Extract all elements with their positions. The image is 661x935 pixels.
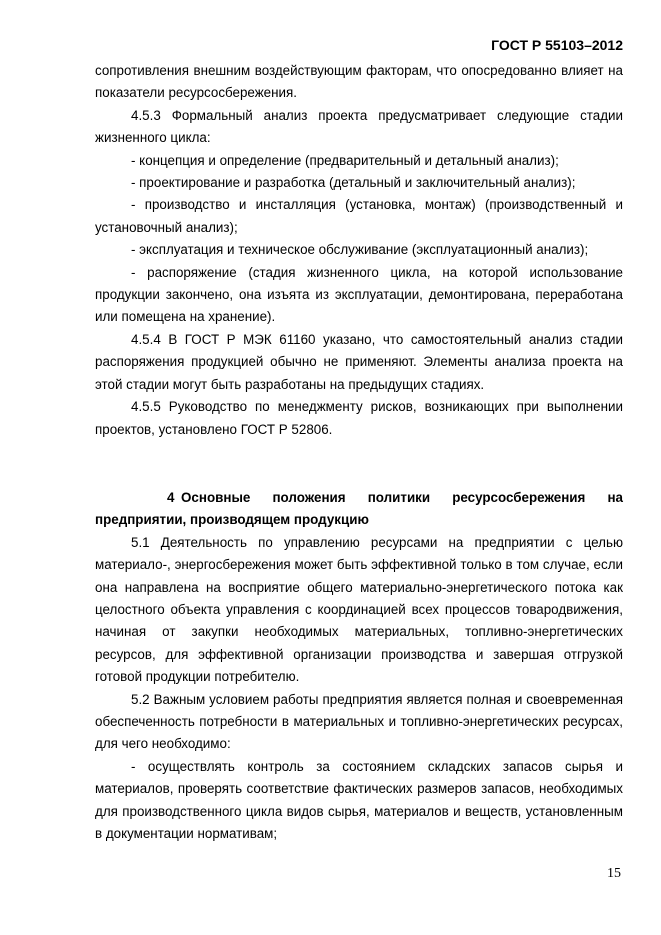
section-title: Основные положения политики ресурсосбережения на предприятии, производящем продукцию [95, 489, 623, 528]
list-item-production: - производство и инсталляция (установка, монтаж) (производственный и установочный анализ); [95, 197, 623, 235]
section-number: 4 [167, 489, 175, 505]
list-item-operation: - эксплуатация и техническое обслуживание (эксплуатационный анализ); [131, 242, 589, 258]
list-item-concept: - концепция и определение (предварительный и детальный анализ); [131, 152, 559, 168]
paragraph-5-2: 5.2 Важным условием работы предприятия является полная и своевременная обеспеченность потребности в материальных и топливно-энергетических ресурсах, для чего необходимо: [95, 691, 623, 752]
paragraph-5-1: 5.1 Деятельность по управлению ресурсами на предприятии с целью материало-, энергосбережения может быть эффективной только в том случае, если она направлена на восприятие общего материально-энергетического потока как целостного объекта управления с координацией всех процессов товародвижения, начиная от закупки необходимых материальных, топливно-энергетических ресурсов, для эффективной организации производства и завершая отгрузкой готовой продукции потребителю. [95, 534, 623, 685]
paragraph-continuation: сопротивления внешним воздействующим факторам, что опосредованно влияет на показатели ресурсосбережения. [95, 63, 623, 101]
paragraph-4-5-4: 4.5.4 В ГОСТ Р МЭК 61160 указано, что самостоятельный анализ стадии распоряжения продукцией обычно не применяют. Элементы анализа проекта на этой стадии могут быть разработаны на предыдущих стадиях. [95, 331, 623, 392]
list-item-stock-control: - осуществлять контроль за состоянием складских запасов сырья и материалов, проверять соответствие фактических размеров запасов, необходимых для производственного цикла видов сырья, материалов и веществ, установленным в документации нормативам; [95, 758, 623, 841]
list-item-design: - проектирование и разработка (детальный и заключительный анализ); [131, 175, 576, 191]
page-number: 15 [607, 866, 621, 881]
paragraph-4-5-5: 4.5.5 Руководство по менеджменту рисков, возникающих при выполнении проектов, установлено ГОСТ Р 52806. [95, 399, 623, 437]
section-heading [95, 487, 623, 532]
body-text [95, 60, 623, 845]
list-item-disposal: - распоряжение (стадия жизненного цикла, на которой использование продукции закончено, она изъята из эксплуатации, демонтирована, переработана или помещена на хранение). [95, 264, 623, 325]
section-gap [95, 441, 623, 487]
paragraph-4-5-3: 4.5.3 Формальный анализ проекта предусматривает следующие стадии жизненного цикла: [95, 107, 623, 146]
standard-code: ГОСТ Р 55103–2012 [491, 37, 623, 53]
